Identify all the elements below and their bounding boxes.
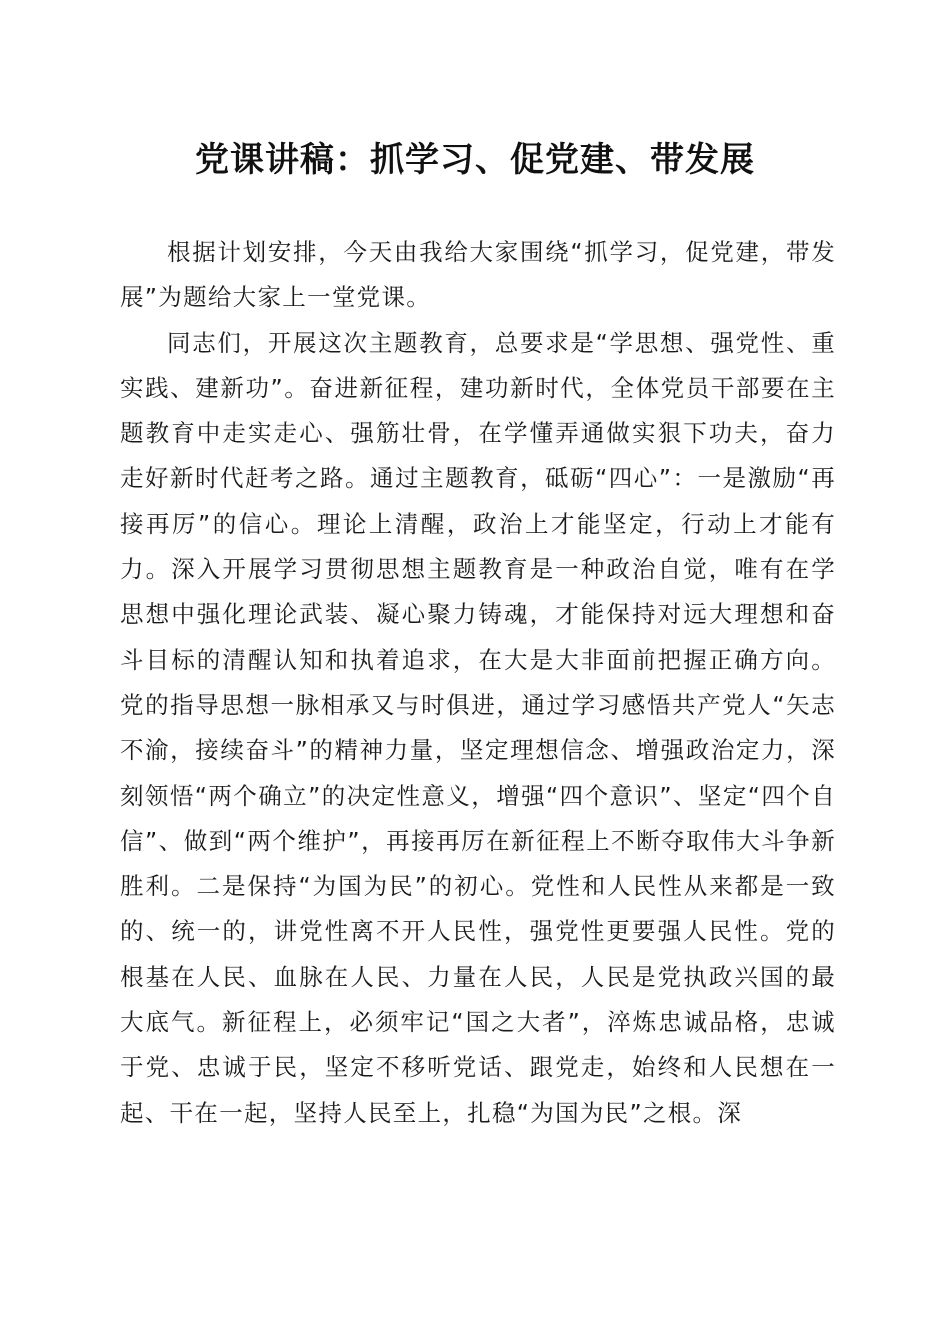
paragraph-intro: 根据计划安排，今天由我给大家围绕“抓学习，促党建，带发展”为题给大家上一堂党课。 [120, 238, 836, 312]
document-title: 党课讲稿：抓学习、促党建、带发展 [195, 140, 755, 180]
document-body [120, 230, 836, 1136]
paragraph-main: 同志们，开展这次主题教育，总要求是“学思想、强党性、重实践、建新功”。奋进新征程，建功新时代，全体党员干部要在主题教育中走实走心、强筋壮骨，在学懂弄通做实狠下功夫，奋力走好新时代赶考之路。通过主题教育，砥砺“四心”：一是激励“再接再厉”的信心。理论上清醒，政治上才能坚定，行动上才能有力。深入开展学习贯彻思想主题教育是一种政治自觉，唯有在学思想中强化理论武装、凝心聚力铸魂，才能保持对远大理想和奋斗目标的清醒认知和执着追求，在大是大非面前把握正确方向。党的指导思想一脉相承又与时俱进，通过学习感悟共产党人“矢志不渝，接续奋斗”的精神力量，坚定理想信念、增强政治定力，深刻领悟“两个确立”的决定性意义，增强“四个意识”、坚定“四个自信”、做到“两个维护”，再接再厉在新征程上不断夺取伟大斗争新胜利。二是保持“为国为民”的初心。党性和人民性从来都是一致的、统一的，讲党性离不开人民性，强党性更要强人民性。党的根基在人民、血脉在人民、力量在人民，人民是党执政兴国的最大底气。新征程上，必须牢记“国之大者”，淬炼忠诚品格，忠诚于党、忠诚于民，坚定不移听党话、跟党走，始终和人民想在一起、干在一起，坚持人民至上，扎稳“为国为民”之根。深 [120, 328, 836, 1127]
